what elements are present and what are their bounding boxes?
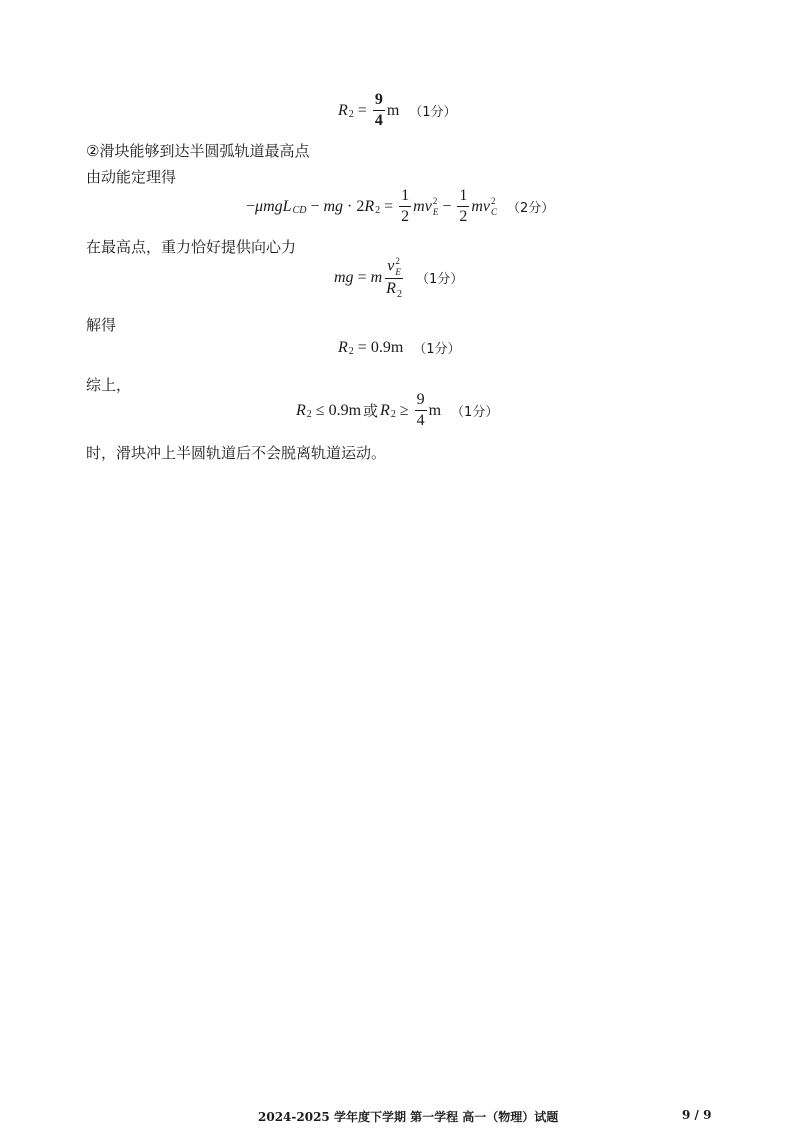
eq3-num-sub: E xyxy=(395,267,401,277)
eq5-r2-sub: 2 xyxy=(390,409,396,420)
eq4-r-sub: 2 xyxy=(348,346,354,357)
eq3-equals: = xyxy=(357,268,367,286)
eq1-fraction xyxy=(373,92,385,129)
footer-title: 2024-2025 学年度下学期 第一学程 高一（物理）试题 xyxy=(258,1110,559,1124)
eq1-numerator: 9 xyxy=(373,92,385,111)
eq5-ge: ≥ xyxy=(399,401,409,419)
eq3-den-sub: 2 xyxy=(396,289,402,300)
equation-energy xyxy=(246,188,554,225)
eq1-unit: m xyxy=(386,101,400,119)
eq5-or: 或 xyxy=(363,402,379,420)
eq5-value: 0.9m xyxy=(328,401,362,419)
eq2-two: 2 xyxy=(356,197,365,215)
eq5-r1: R xyxy=(296,401,306,419)
eq5-r2: R xyxy=(380,401,390,419)
eq2-f1-num: 1 xyxy=(399,188,411,207)
eq5-fraction xyxy=(415,392,427,429)
eq2-l-sub: CD xyxy=(292,205,307,216)
eq5-numerator: 9 xyxy=(415,392,427,411)
eq3-num-sup: 2 xyxy=(395,256,400,266)
eq3-score: （1分） xyxy=(415,272,464,287)
eq2-mg2: mg xyxy=(323,197,344,215)
eq2-v2-sup: 2 xyxy=(491,195,496,206)
eq5-denominator: 4 xyxy=(416,412,425,429)
equation-conclusion xyxy=(296,392,498,429)
eq3-fraction xyxy=(384,256,404,300)
eq5-score: （1分） xyxy=(451,405,499,420)
equation-r2-nine-quarters xyxy=(338,92,457,129)
eq2-fraction2 xyxy=(457,188,469,225)
eq5-r1-sub: 2 xyxy=(306,409,312,420)
footer-page-number: 9 / 9 xyxy=(682,1108,712,1122)
eq2-mg: mg xyxy=(263,197,283,215)
eq2-f1-den: 2 xyxy=(401,208,410,225)
eq5-unit: m xyxy=(428,401,442,419)
eq1-r-sub: 2 xyxy=(348,109,354,120)
eq3-denominator xyxy=(384,279,404,300)
eq2-v2-sub: C xyxy=(491,206,498,217)
eq2-mu: μ xyxy=(255,197,264,215)
eq2-score: （2分） xyxy=(507,201,555,216)
eq2-minus2: − xyxy=(310,197,320,215)
eq3-num-v: v xyxy=(387,257,395,275)
eq3-numerator xyxy=(385,258,403,279)
eq2-r-sub: 2 xyxy=(375,205,381,216)
text-highest-point-gravity: 在最高点，重力恰好提供向心力 xyxy=(86,238,297,256)
eq3-mg: mg xyxy=(334,268,354,286)
eq2-l: L xyxy=(282,197,292,215)
eq1-score: （1分） xyxy=(409,105,457,120)
text-kinetic-energy-theorem: 由动能定理得 xyxy=(86,168,177,186)
eq4-score: （1分） xyxy=(413,342,461,357)
eq4-value: 0.9m xyxy=(370,338,404,356)
eq2-equals: = xyxy=(384,197,394,215)
eq2-r: R xyxy=(364,197,375,215)
eq2-v1-sub: E xyxy=(432,206,439,217)
text-reach-top: ②滑块能够到达半圆弧轨道最高点 xyxy=(86,142,310,160)
eq4-equals: = xyxy=(357,338,367,356)
eq3-den-r: R xyxy=(386,280,396,297)
eq1-denominator: 4 xyxy=(374,112,383,129)
eq2-mv1: mv xyxy=(413,197,432,215)
eq2-mv2: mv xyxy=(471,197,491,215)
text-solve: 解得 xyxy=(86,316,117,334)
eq1-r: R xyxy=(338,101,348,119)
eq4-r: R xyxy=(338,338,348,356)
eq5-le: ≤ xyxy=(315,401,325,419)
eq2-f2-den: 2 xyxy=(459,208,468,225)
eq2-fraction1 xyxy=(399,188,411,225)
eq2-v2-scripts xyxy=(491,195,498,217)
eq2-f2-num: 1 xyxy=(457,188,469,207)
eq3-m: m xyxy=(370,268,383,286)
eq2-dot: · xyxy=(347,197,353,215)
eq2-v1-sup: 2 xyxy=(432,195,438,206)
eq2-minus3: − xyxy=(442,197,452,215)
text-conclusion: 时，滑块冲上半圆轨道后不会脱离轨道运动。 xyxy=(86,444,387,462)
eq1-equals: = xyxy=(357,101,367,119)
equation-r2-value xyxy=(338,338,461,357)
equation-centripetal xyxy=(334,256,464,300)
text-in-summary: 综上， xyxy=(86,376,132,394)
eq2-minus1: − xyxy=(246,197,256,215)
eq3-num-scripts xyxy=(395,258,401,276)
eq2-v1-scripts xyxy=(432,195,439,217)
